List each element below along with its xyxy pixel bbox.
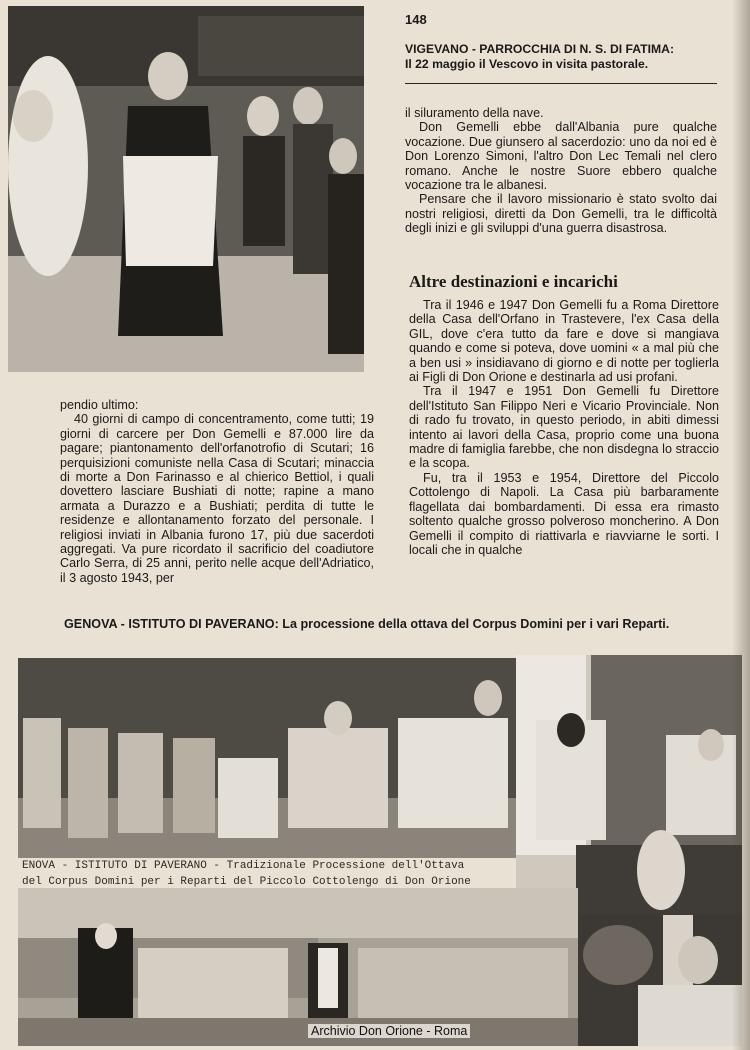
right-column-top	[405, 106, 717, 236]
typed-caption-line2: del Corpus Domini per i Reparti del Piccolo Cottolengo di Don Orione	[22, 876, 471, 888]
typed-caption-line1: ENOVA - ISTITUTO DI PAVERANO - Tradizionale Processione dell'Ottava	[22, 860, 465, 872]
caption-genova: GENOVA - ISTITUTO DI PAVERANO: La processione della ottava del Corpus Domini per i vari Reparti.	[64, 617, 670, 631]
paragraph: 40 giorni di campo di concentramento, come tutti; 19 giorni di carcere per Don Gemelli e 87.000 lire da pagare; piantonamento dell'orfanotrofio di Scutari; 16 perquisizioni comuniste nella Casa di Scutari; minaccia di morte a Don Farinasso e al chierico Bettiol, i quali dovettero lasciare Bushiati di notte; rapine a mano armata a Durazzo e a Bushiati; perdita di tutte le residenze e allontanamento forzato del personale. I religiosi inviati in Albania furono 17, più due sacerdoti aggregati. Va pure ricordato il sacrificio del coadiutore Carlo Serra, di 25 anni, perito nelle acque dell'Adriatico, il 3 agosto 1943, per	[60, 412, 374, 585]
section-heading: Altre destinazioni e incarichi	[409, 272, 618, 291]
paragraph: Pensare che il lavoro missionario è stato svolto dai nostri religiosi, diretti da Don Gemelli, tra le difficoltà degli inizi e gli sviluppi d'una guerra disastrosa.	[405, 192, 717, 236]
page-number: 148	[405, 12, 427, 27]
paragraph: Tra il 1947 e 1951 Don Gemelli fu Direttore dell'Istituto San Filippo Neri e Vicario Provinciale. Non di rado fu trovato, in questo periodo, in abiti dimessi intento ai lavori della Casa, proprio come una buona madre di famiglia farebbe, che non disdegna lo straccio e la scopa.	[409, 384, 719, 471]
paragraph: pendio ultimo:	[60, 398, 139, 412]
paragraph: Don Gemelli ebbe dall'Albania pure qualche vocazione. Due giunsero al sacerdozio: uno da noi ed è Don Lorenzo Simoni, l'altro Don Lec Temali nel clero romano. Anche le nostre Suore ebbero qualche vocazione tra le albanesi.	[405, 120, 717, 193]
left-column	[60, 398, 374, 585]
paragraph: il siluramento della nave.	[405, 106, 544, 120]
caption-vigevano	[405, 42, 717, 72]
photo-nuns-procession	[18, 888, 578, 1046]
caption-rule	[405, 83, 717, 84]
archive-label: Archivio Don Orione - Roma	[308, 1024, 470, 1038]
paragraph: Tra il 1946 e 1947 Don Gemelli fu a Roma Direttore della Casa dell'Orfano in Trastevere, l'ex Casa della GIL, dove c'era tutto da fare e dove si mangiava quando e come si poteva, dove uomini « a mal più che a ben usi » insidiavano di giorno e di notte per toglierla ai Figli di Don Orione e destinarla ad usi profani.	[409, 298, 719, 385]
caption-vigevano-line2: Il 22 maggio il Vescovo in visita pastorale.	[405, 57, 649, 71]
right-column-bottom	[409, 298, 719, 557]
page-edge-shadow	[732, 0, 750, 1050]
caption-vigevano-line1: VIGEVANO - PARROCCHIA DI N. S. DI FATIMA:	[405, 42, 675, 56]
typed-caption	[22, 858, 582, 890]
photo-procession-children	[18, 658, 516, 858]
photo-altar-flowers	[578, 915, 742, 1046]
paragraph: Fu, tra il 1953 e 1954, Direttore del Piccolo Cottolengo di Napoli. La Casa più barbaramente flagellata dai bombardamenti. Di essa era rimasto soltento qualche grosso polveroso moncherino. A Don Gemelli il compito di riattivarla e riavviarne le sorti. I locali che in qualche	[409, 470, 719, 557]
photo-bishop-visit	[8, 6, 364, 372]
